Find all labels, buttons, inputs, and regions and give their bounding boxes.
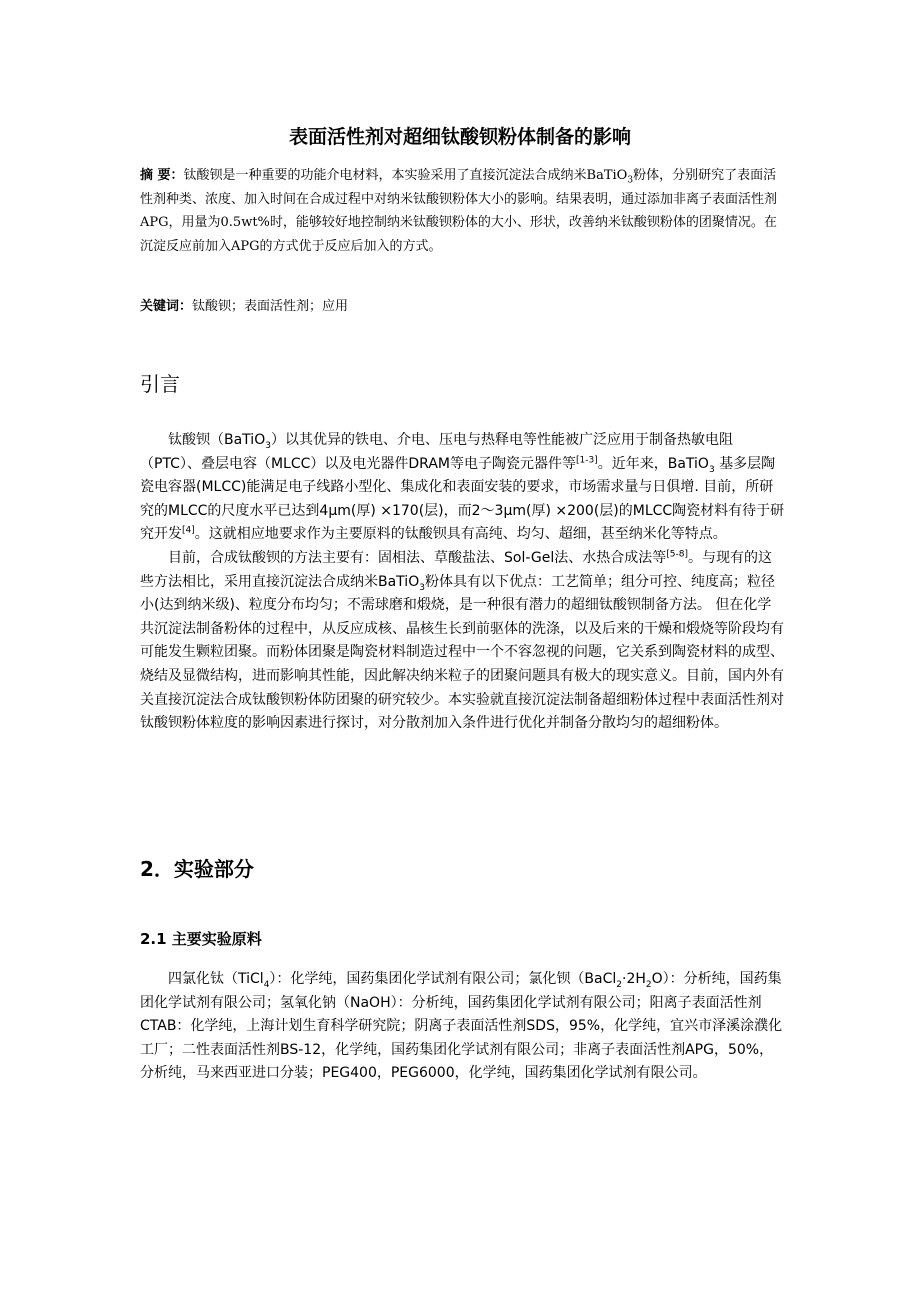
subscript: 2	[645, 979, 652, 990]
text-run: O）：分析纯，国药集团化学试剂有限公司；氢氧化钠（NaOH）：分析纯，国药集团化学试剂有限公司；阳离子表面活性剂CTAB：化学纯，上海计划生育科学研究院；阴离子表面活性剂SDS，95%，化学纯，宜兴市泽溪涂濮化工厂；二性表面活性剂BS-12，化学纯，国药集团化学试剂有限公司；非离子表面活性剂APG，50%，分析纯，马来西亚进口分装；PEG400，PEG6000，化学纯，国药集团化学试剂有限公司。	[140, 971, 783, 1082]
text-run: 。这就相应地要求作为主要原料的钛酸钡具有高纯、均匀、超细，甚至纳米化等特点。	[194, 526, 727, 543]
abstract-label: 摘 要：	[140, 168, 184, 183]
text-run: 钛酸钡（BaTiO	[168, 432, 266, 448]
intro-paragraph-2	[140, 547, 785, 736]
abstract	[140, 164, 780, 258]
citation: [5-8]	[666, 549, 688, 560]
citation: [1-3]	[575, 454, 598, 465]
text-run: ·2H	[622, 971, 646, 987]
intro-paragraph-1	[140, 429, 785, 547]
section-heading-intro: 引言	[140, 372, 180, 396]
materials-body	[140, 968, 785, 1086]
text-run: 粉体具有以下优点：工艺简单；组分可控、纯度高；粒径小(达到纳米级)、粒度分布均匀；不需球磨和煅烧，是一种很有潜力的超细钛酸钡制备方法。 但在化学共沉淀法制备粉体的过程中，从反应成核、晶核生长到前驱体的洗涤，以及后来的干燥和煅烧等阶段均有可能发生颗粒团聚。而粉体团聚是陶瓷材料制造过程中一个不容忽视的问题，它关系到陶瓷材料的成型、烧结及显微结构，进而影响其性能，因此解决纳米粒子的团聚问题具有极大的现实意义。目前，国内外有关直接沉淀法合成钛酸钡粉体防团聚的研究较少。本实验就直接沉淀法制备超细粉体过程中表面活性剂对钛酸钡粉体粒度的影响因素进行探讨，对分散剂加入条件进行优化并制备分散均匀的超细粉体。	[140, 573, 784, 732]
text-run: 四氯化钛（TiCl	[168, 971, 264, 987]
intro-body	[140, 429, 785, 736]
subscript: 3	[708, 464, 715, 475]
materials-paragraph	[140, 968, 785, 1086]
subsection-heading-materials: 2.1 主要实验原料	[140, 930, 262, 948]
text-run: 。近年来，BaTiO	[597, 455, 709, 472]
section-heading-experiment: 2．实验部分	[140, 857, 254, 881]
text-run: 目前，合成钛酸钡的方法主要有：固相法、草酸盐法、Sol-Gel法、水热合成法等	[168, 549, 667, 566]
keywords	[140, 295, 780, 314]
text-run: ）以其优异的铁电、介电、压电与热释电等性能被广泛应用于制备热敏电阻（PTC）、叠层电容（MLCC）以及电光器件DRAM等电子陶瓷元器件等	[140, 432, 733, 472]
text-run: 。与现有的这些方法相比，采用直接沉淀法合成纳米BaTiO	[140, 549, 772, 590]
keywords-text: 钛酸钡；表面活性剂；应用	[192, 299, 349, 314]
abstract-text: 钛酸钡是一种重要的功能介电材料，本实验采用了直接沉淀法合成纳米BaTiO	[183, 168, 628, 183]
subscript: 3	[627, 175, 634, 186]
text-run: 基多层陶瓷电容器(MLCC)能满足电子线路小型化、集成化和表面安装的要求，市场需求量与日俱增. 目前，所研究的MLCC的尺度水平已达到4μm(厚) ×170(层)，而2～3μm(厚) ×200(层)的MLCC陶瓷材料有待于研究开发	[140, 455, 785, 543]
subscript: 3	[265, 440, 271, 451]
subscript: 2	[616, 979, 623, 990]
abstract-text-cont: 粉体，分别研究了表面活性剂种类、浓度、加入时间在合成过程中对纳米钛酸钡粉体大小的影响。结果表明，通过添加非离子表面活性剂APG，用量为0.5wt%时，能够较好地控制纳米钛酸钡粉体的大小、形状，改善纳米钛酸钡粉体的团聚情况。在沉淀反应前加入APG的方式优于反应后加入的方式。	[140, 168, 778, 254]
keywords-label: 关键词：	[140, 299, 193, 314]
citation: [4]	[182, 525, 195, 536]
subscript: 3	[419, 582, 425, 593]
paper-title: 表面活性剂对超细钛酸钡粉体制备的影响	[288, 126, 631, 148]
subscript: 4	[263, 979, 270, 990]
text-run: ）：化学纯，国药集团化学试剂有限公司；氯化钡（BaCl	[269, 971, 617, 987]
